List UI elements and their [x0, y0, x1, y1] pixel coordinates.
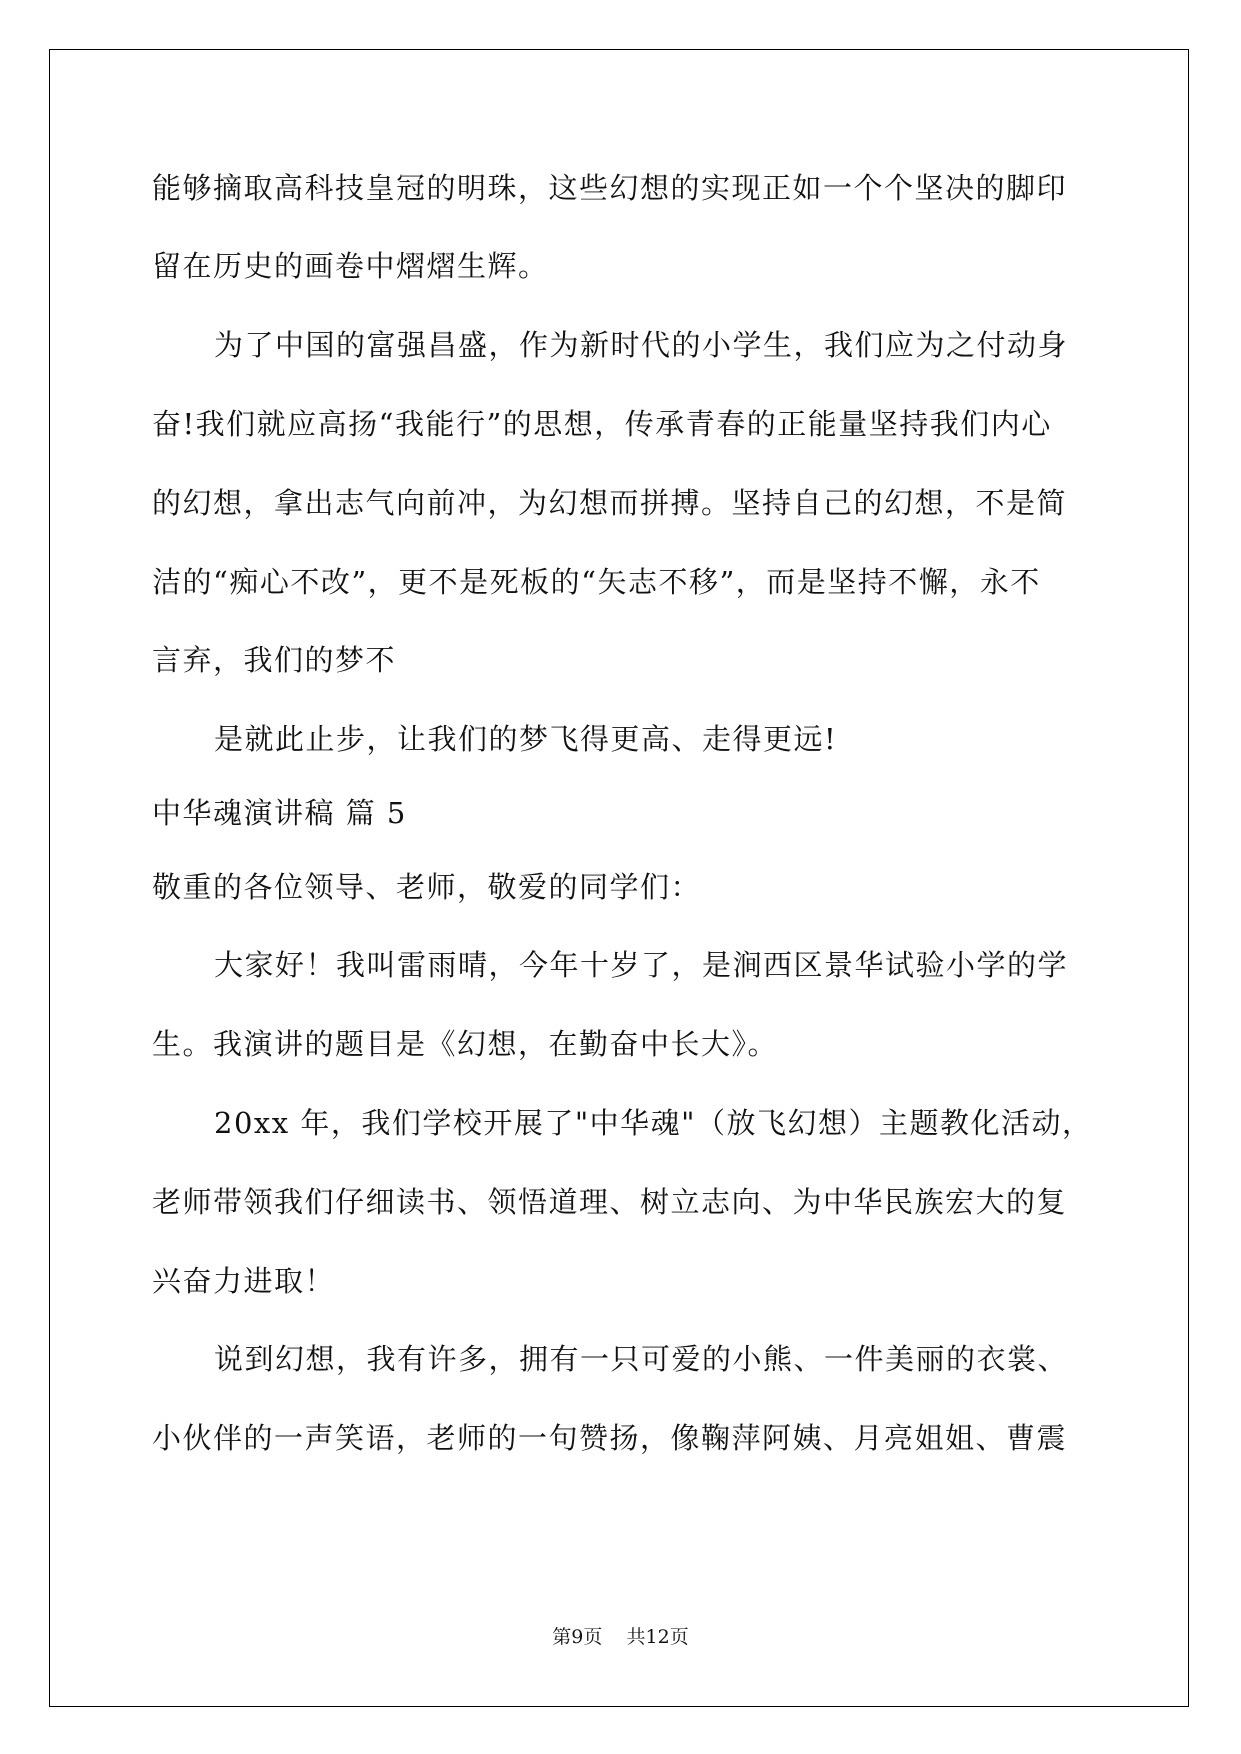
current-page-number: 9 [571, 1626, 584, 1648]
body-text-line: 能够摘取高科技皇冠的明珠，这些幻想的实现正如一个个坚决的脚印 [152, 171, 1068, 205]
body-text-line: 生。我演讲的题目是《幻想，在勤奋中长大》。 [152, 1027, 779, 1061]
body-text-line: 小伙伴的一声笑语，老师的一句赞扬，像鞠萍阿姨、月亮姐姐、曹震 [152, 1421, 1068, 1455]
total-suffix: 页 [669, 1626, 689, 1648]
salutation-line: 敬重的各位领导、老师，敬爱的同学们： [152, 870, 702, 904]
paragraph-start-line: 大家好！我叫雷雨晴，今年十岁了，是涧西区景华试验小学的学 [214, 948, 1069, 982]
page-prefix: 第 [552, 1626, 572, 1648]
section-heading: 中华魂演讲稿 篇 5 [152, 796, 407, 830]
paragraph-start-line: 20xx 年，我们学校开展了"中华魂"（放飞幻想）主题教化活动， [214, 1106, 1093, 1140]
body-text-line: 的幻想，拿出志气向前冲，为幻想而拼搏。坚持自己的幻想，不是简 [152, 486, 1068, 520]
page-number-footer [0, 1622, 1241, 1649]
paragraph-start-line: 是就此止步，让我们的梦飞得更高、走得更远! [214, 722, 838, 756]
body-text-line: 言弃，我们的梦不 [152, 643, 397, 677]
paragraph-start-line: 说到幻想，我有许多，拥有一只可爱的小熊、一件美丽的衣裳、 [214, 1342, 1069, 1376]
total-page-count: 12 [645, 1626, 670, 1648]
body-text-line: 兴奋力进取！ [152, 1264, 336, 1298]
body-text-line: 老师带领我们仔细读书、领悟道理、树立志向、为中华民族宏大的复 [152, 1185, 1068, 1219]
body-text-line: 洁的“痴心不改”，更不是死板的“矢志不移”，而是坚持不懈，永不 [152, 565, 1041, 599]
total-prefix: 共 [626, 1626, 646, 1648]
body-text-line: 留在历史的画卷中熠熠生辉。 [152, 249, 549, 283]
page-suffix: 页 [583, 1626, 603, 1648]
body-text-line: 奋!我们就应高扬“我能行”的思想，传承青春的正能量坚持我们内心 [152, 407, 1052, 441]
paragraph-start-line: 为了中国的富强昌盛，作为新时代的小学生，我们应为之付动身 [214, 328, 1069, 362]
